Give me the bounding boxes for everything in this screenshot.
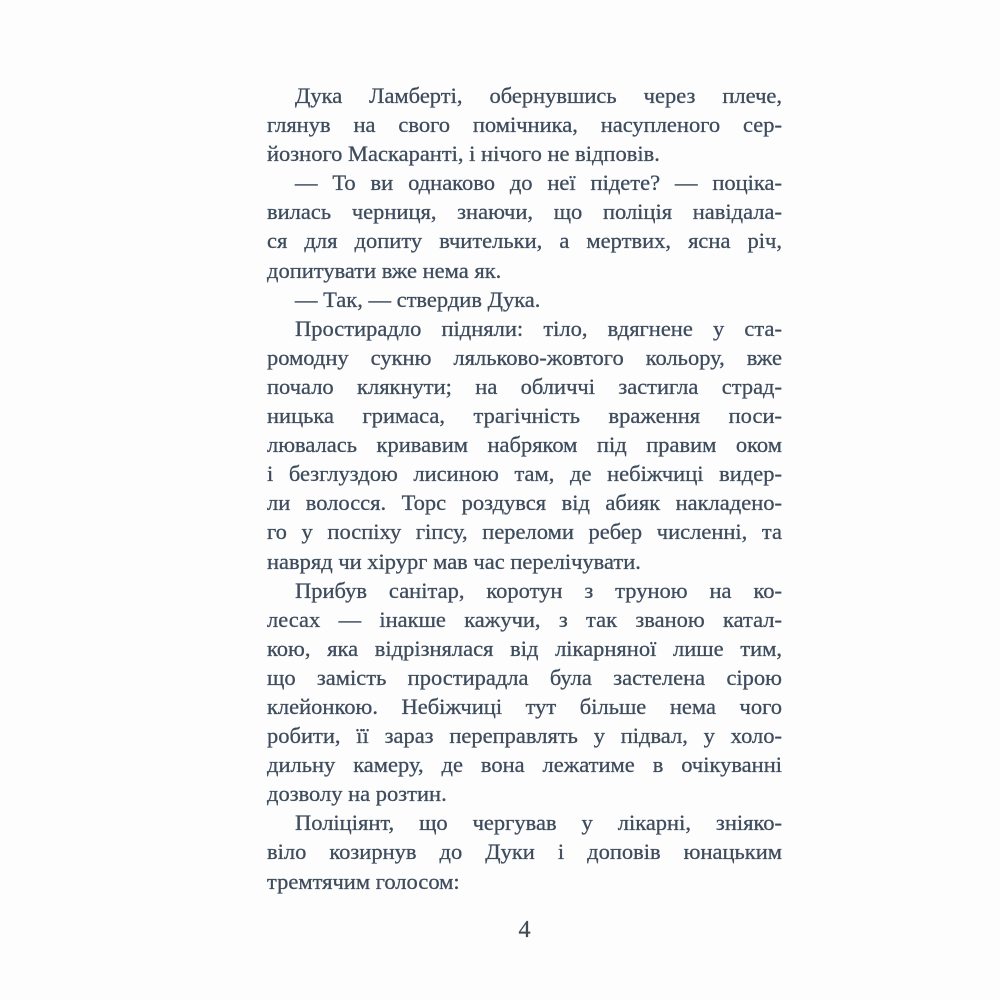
text-line: го у поспіху гіпсу, переломи ребер численні, та bbox=[267, 519, 782, 545]
text-line: почало клякнути; на обличчі застигла страд- bbox=[267, 373, 782, 399]
text-line: йозного Маскаранті, і нічого не відповів. bbox=[267, 141, 660, 167]
text-line: Дука Ламберті, обернувшись через плече, bbox=[295, 83, 782, 108]
text-line: віло козирнув до Дуки і доповів юнацьким bbox=[267, 839, 782, 865]
text-line: навряд чи хірург мав час перелічувати. bbox=[267, 548, 641, 574]
text-line: лесах — інакше кажучи, з так званою катал- bbox=[267, 606, 782, 632]
text-line: клейонкою. Небіжчиці тут більше нема чого bbox=[267, 693, 782, 719]
text-line: ли волосся. Торс роздувся від абияк накладено- bbox=[267, 490, 782, 516]
page-number: 4 bbox=[518, 917, 531, 943]
text-line: Прибув санітар, коротун з труною на ко- bbox=[295, 577, 782, 603]
text-line: дозволу на розтин. bbox=[267, 781, 447, 807]
text-line: допитувати вже нема як. bbox=[267, 257, 502, 283]
text-line: дильну камеру, де вона лежатиме в очікуванні bbox=[267, 752, 782, 778]
text-line: — То ви однаково до неї підете? — поціка- bbox=[295, 170, 782, 196]
text-line: ницька гримаса, трагічність враження поси- bbox=[267, 403, 782, 429]
text-line: — Так, — ствердив Дука. bbox=[295, 286, 541, 312]
text-line: кою, яка відрізнялася від лікарняної лише тим, bbox=[267, 635, 782, 661]
text-line: тремтячим голосом: bbox=[267, 868, 460, 894]
text-line: глянув на свого помічника, насупленого сер- bbox=[267, 112, 782, 138]
text-line: робити, її зараз переправлять у підвал, у холо- bbox=[267, 723, 782, 749]
text-line: і безглуздою лисиною там, де небіжчиці видер- bbox=[267, 461, 782, 487]
text-line: вилась черниця, знаючи, що поліція навідала- bbox=[267, 199, 782, 225]
text-line: Поліціянт, що чергував у лікарні, зніяко- bbox=[295, 810, 782, 836]
text-line: ромодну сукню ляльково-жовтого кольору, вже bbox=[267, 344, 782, 370]
text-line: Простирадло підняли: тіло, вдягнене у ста- bbox=[295, 315, 782, 341]
text-line: ся для допиту вчительки, а мертвих, ясна річ, bbox=[267, 228, 782, 254]
text-line: лювалась кривавим набряком під правим оком bbox=[267, 432, 782, 458]
page-text-block bbox=[267, 81, 782, 896]
text-line: що замість простирадла була застелена сірою bbox=[267, 664, 782, 690]
